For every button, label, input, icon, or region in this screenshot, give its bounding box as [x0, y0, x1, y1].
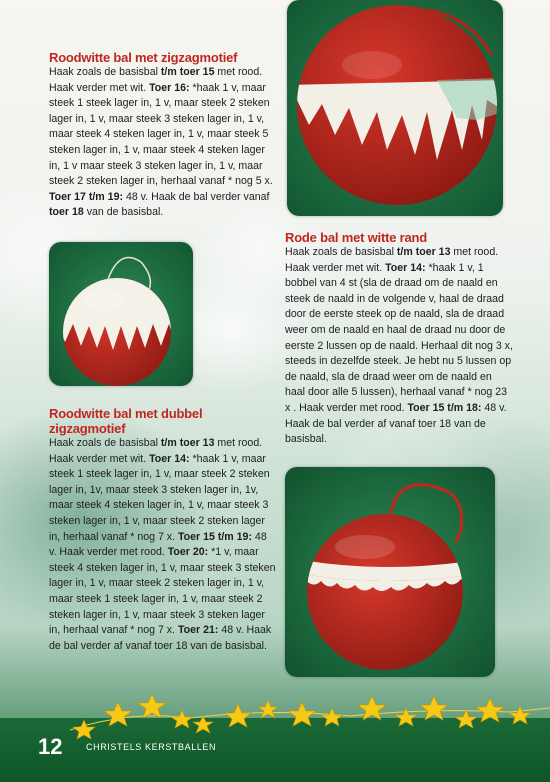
text-run: Haak zoals de basisbal	[49, 66, 161, 78]
star-icon	[358, 696, 386, 720]
bold-run: t/m toer 13	[396, 246, 451, 258]
running-title: CHRISTELS KERSTBALLEN	[86, 742, 217, 752]
star-icon	[258, 700, 278, 718]
photo-white-border-ball	[285, 467, 495, 677]
star-icon	[225, 704, 251, 727]
section-white-border-body	[285, 245, 513, 448]
section-double-zigzag-body	[49, 436, 277, 654]
text-run: 48 v. Haak de bal verder af vanaf toer 18 van de basisbal.	[285, 401, 507, 446]
zigzag-ball-image	[287, 0, 503, 216]
star-icon	[420, 696, 448, 720]
text-run: met rood. Haak verder met wit.	[49, 66, 263, 94]
section-white-border-title: Rode bal met witte rand	[285, 230, 428, 245]
star-icon	[193, 716, 213, 733]
text-run: *1 v, maar steek 4 steken lager in, 1 v, maar steek 3 steken lager in, 1 v, maar steek 2 steken lager in, 1 v, maar steek 1 steek lager in, 1 v, maar steek 2 steken lager in, 1 v, maar steek 3 steken lager in, herhaal vanaf * nog 7 x.	[49, 546, 276, 637]
section-zigzag-body	[49, 65, 279, 221]
star-icon	[73, 720, 95, 739]
text-run: 48 v. Haak verder met rood.	[49, 530, 267, 559]
section-zigzag	[49, 50, 279, 221]
section-double-zigzag-title: Roodwitte bal met dubbel zigzagmotief	[49, 406, 203, 436]
bold-run: t/m toer 15	[160, 66, 215, 78]
star-icon	[321, 708, 343, 726]
photo-small-zigzag-ball	[49, 242, 193, 386]
text-run: *haak 1 v, maar steek 1 steek lager in, 1 v, maar steek 2 steken lager in, 1 v, maar steek 3 steken lager in, 1 v, maar steek 4 steken lager in, 1 v, maar steek 5 steken lager in, 1 v, maar steek 4 steken lager in, 1 v maar steek 3 steken lager in, 1 v, maar steek 2 steken lager in, herhaal vanaf * nog 5 x.	[49, 81, 273, 188]
photo-zigzag-ball	[287, 0, 503, 216]
text-run: Haak zoals de basisbal	[285, 246, 397, 258]
text-run: 48 v. Haak de bal verder af vanaf toer 18 van de basisbal.	[49, 624, 272, 652]
bold-run: Toer 20:	[167, 546, 209, 559]
star-icon	[455, 710, 477, 728]
text-run: 48 v. Haak de bal verder vanaf	[123, 190, 270, 203]
bold-run: Toer 21:	[177, 624, 219, 637]
star-icon	[476, 698, 504, 722]
text-run: *haak 1 v, 1 bobbel van 4 st (sla de draad om de naald en steek de naald in de volgende v, haal de draad door de eerste steek op de naald, sla de draad weer om de naald en haal de draad nu door de eerste 2 lussen op de naald. Herhaal dit nog 3 x, steeds in dezelfde steek. Je hebt nu 5 lussen op de naald, sla de draad weer om de naald en haal door alle 5 lussen), herhaal vanaf * nog 23 x . Haak verder met rood.	[285, 261, 513, 414]
text-run: met rood. Haak verder met wit.	[49, 437, 263, 465]
section-zigzag-title: Roodwitte bal met zigzagmotief	[49, 50, 238, 65]
section-double-zigzag	[49, 406, 277, 654]
star-icon	[171, 710, 193, 728]
star-icon	[395, 708, 417, 726]
bold-run: Toer 14:	[149, 452, 190, 465]
text-run: *haak 1 v, maar steek 1 steek lager in, 1 v, maar steek 2 steken lager in, 1v, maar steek 3 steken lager in, 1v, maar steek 4 steken lager in, 1 v, maar steek 3 steken lager in, 1 v, maar steek 2 steken lager in, herhaal vanaf * nog 7 x.	[49, 452, 270, 543]
star-icon	[288, 702, 316, 726]
text-run: met rood. Haak verder met wit.	[285, 246, 499, 274]
text-run: van de basisbal.	[83, 206, 164, 219]
bold-run: Toer 16:	[149, 81, 190, 94]
bold-run: t/m toer 13	[160, 437, 215, 449]
star-icon	[104, 702, 132, 726]
bold-run: Toer 15 t/m 19:	[177, 530, 252, 543]
star-icon	[138, 694, 166, 718]
bold-run: Toer 15 t/m 18:	[407, 401, 482, 414]
bold-run: Toer 14:	[385, 261, 426, 274]
bold-run: toer 18	[49, 206, 84, 219]
star-icon	[509, 706, 531, 724]
star-garland	[70, 690, 550, 740]
section-white-border	[285, 230, 513, 448]
bold-run: Toer 17 t/m 19:	[49, 190, 123, 203]
white-border-ball-image	[285, 467, 495, 677]
small-zigzag-ball-image	[49, 242, 193, 386]
page-number: 12	[38, 734, 63, 759]
text-run: Haak zoals de basisbal	[49, 437, 161, 449]
